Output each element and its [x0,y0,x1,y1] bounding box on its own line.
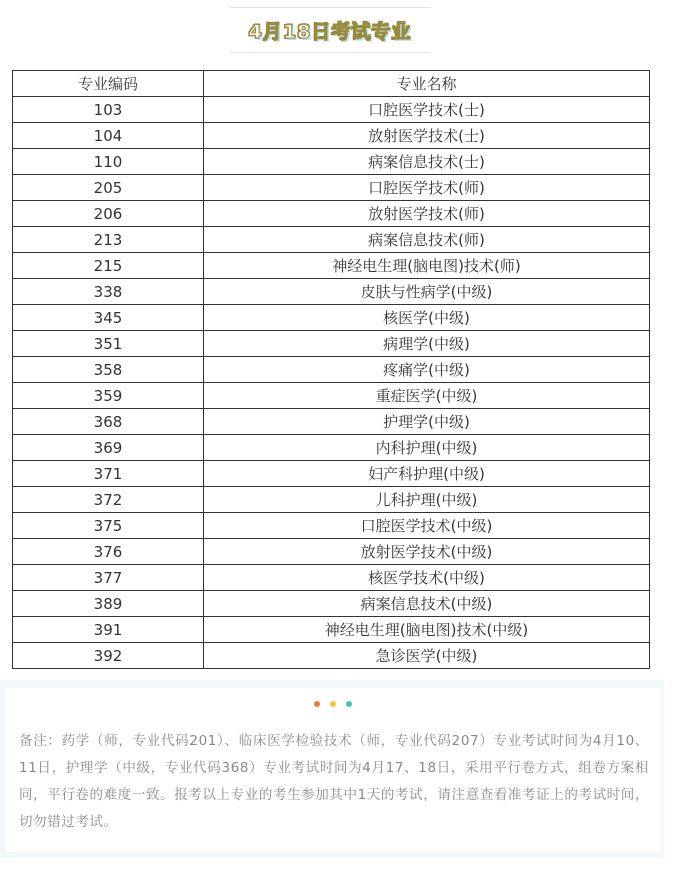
subject-name-cell: 口腔医学技术(师) [204,175,650,201]
subject-code-cell: 375 [13,513,204,539]
subject-code-cell: 206 [13,201,204,227]
subject-name-cell: 放射医学技术(中级) [204,539,650,565]
title-banner [230,7,430,53]
table-row [13,383,650,409]
subject-code-cell: 368 [13,409,204,435]
subject-code-cell: 359 [13,383,204,409]
exam-subject-table [12,70,650,669]
subject-code-cell: 205 [13,175,204,201]
table-row [13,357,650,383]
header-code: 专业编码 [13,71,204,97]
subject-code-cell: 369 [13,435,204,461]
dot-orange [314,701,320,707]
note-section [0,680,664,858]
dot-yellow [330,701,336,707]
note-text: 备注：药学（师，专业代码201）、临床医学检验技术（师，专业代码207）专业考试时间为4月10、11日，护理学（中级，专业代码368）专业考试时间为4月17、18日，采用平行卷方式，组卷方案相同，平行卷的难度一致。报考以上专业的考生参加其中1天的考试，请注意查看准考证上的考试时间，切勿错过考试。 [19,733,649,830]
table-row [13,513,650,539]
subject-name-cell: 急诊医学(中级) [204,643,650,669]
subject-code-cell: 215 [13,253,204,279]
table-row [13,591,650,617]
table-row [13,97,650,123]
subject-name-cell: 病案信息技术(中级) [204,591,650,617]
subject-code-cell: 351 [13,331,204,357]
table-row [13,435,650,461]
table-row [13,539,650,565]
table-row [13,617,650,643]
table-row [13,461,650,487]
subject-name-cell: 皮肤与性病学(中级) [204,279,650,305]
subject-name-cell: 放射医学技术(士) [204,123,650,149]
table-row [13,565,650,591]
subject-name-cell: 重症医学(中级) [204,383,650,409]
table-row [13,149,650,175]
subject-code-cell: 345 [13,305,204,331]
subject-name-cell: 护理学(中级) [204,409,650,435]
subject-name-cell: 内科护理(中级) [204,435,650,461]
subject-name-cell: 神经电生理(脑电图)技术(师) [204,253,650,279]
subject-code-cell: 104 [13,123,204,149]
table-row [13,487,650,513]
subject-name-cell: 核医学(中级) [204,305,650,331]
subject-code-cell: 358 [13,357,204,383]
table-body [13,97,650,669]
subject-name-cell: 病理学(中级) [204,331,650,357]
subject-code-cell: 391 [13,617,204,643]
subject-code-cell: 213 [13,227,204,253]
subject-name-cell: 病案信息技术(士) [204,149,650,175]
table-row [13,279,650,305]
subject-name-cell: 神经电生理(脑电图)技术(中级) [204,617,650,643]
subject-name-cell: 疼痛学(中级) [204,357,650,383]
table-header-row [13,71,650,97]
page-title: 4月18日考试专业 [248,20,412,43]
subject-name-cell: 放射医学技术(师) [204,201,650,227]
note-card [6,688,660,852]
table-row [13,123,650,149]
subject-code-cell: 372 [13,487,204,513]
table-row [13,305,650,331]
subject-code-cell: 392 [13,643,204,669]
subject-code-cell: 103 [13,97,204,123]
subject-code-cell: 110 [13,149,204,175]
decorative-dots [6,701,660,707]
table-row [13,175,650,201]
subject-code-cell: 377 [13,565,204,591]
table-row [13,331,650,357]
table-row [13,409,650,435]
table-row [13,643,650,669]
subject-name-cell: 病案信息技术(师) [204,227,650,253]
subject-code-cell: 371 [13,461,204,487]
subject-name-cell: 核医学技术(中级) [204,565,650,591]
dot-teal [346,701,352,707]
subject-name-cell: 口腔医学技术(士) [204,97,650,123]
subject-code-cell: 376 [13,539,204,565]
subject-name-cell: 妇产科护理(中级) [204,461,650,487]
subject-code-cell: 338 [13,279,204,305]
header-name: 专业名称 [204,71,650,97]
table-row [13,253,650,279]
subject-code-cell: 389 [13,591,204,617]
subject-name-cell: 口腔医学技术(中级) [204,513,650,539]
subject-name-cell: 儿科护理(中级) [204,487,650,513]
table-row [13,227,650,253]
table-row [13,201,650,227]
